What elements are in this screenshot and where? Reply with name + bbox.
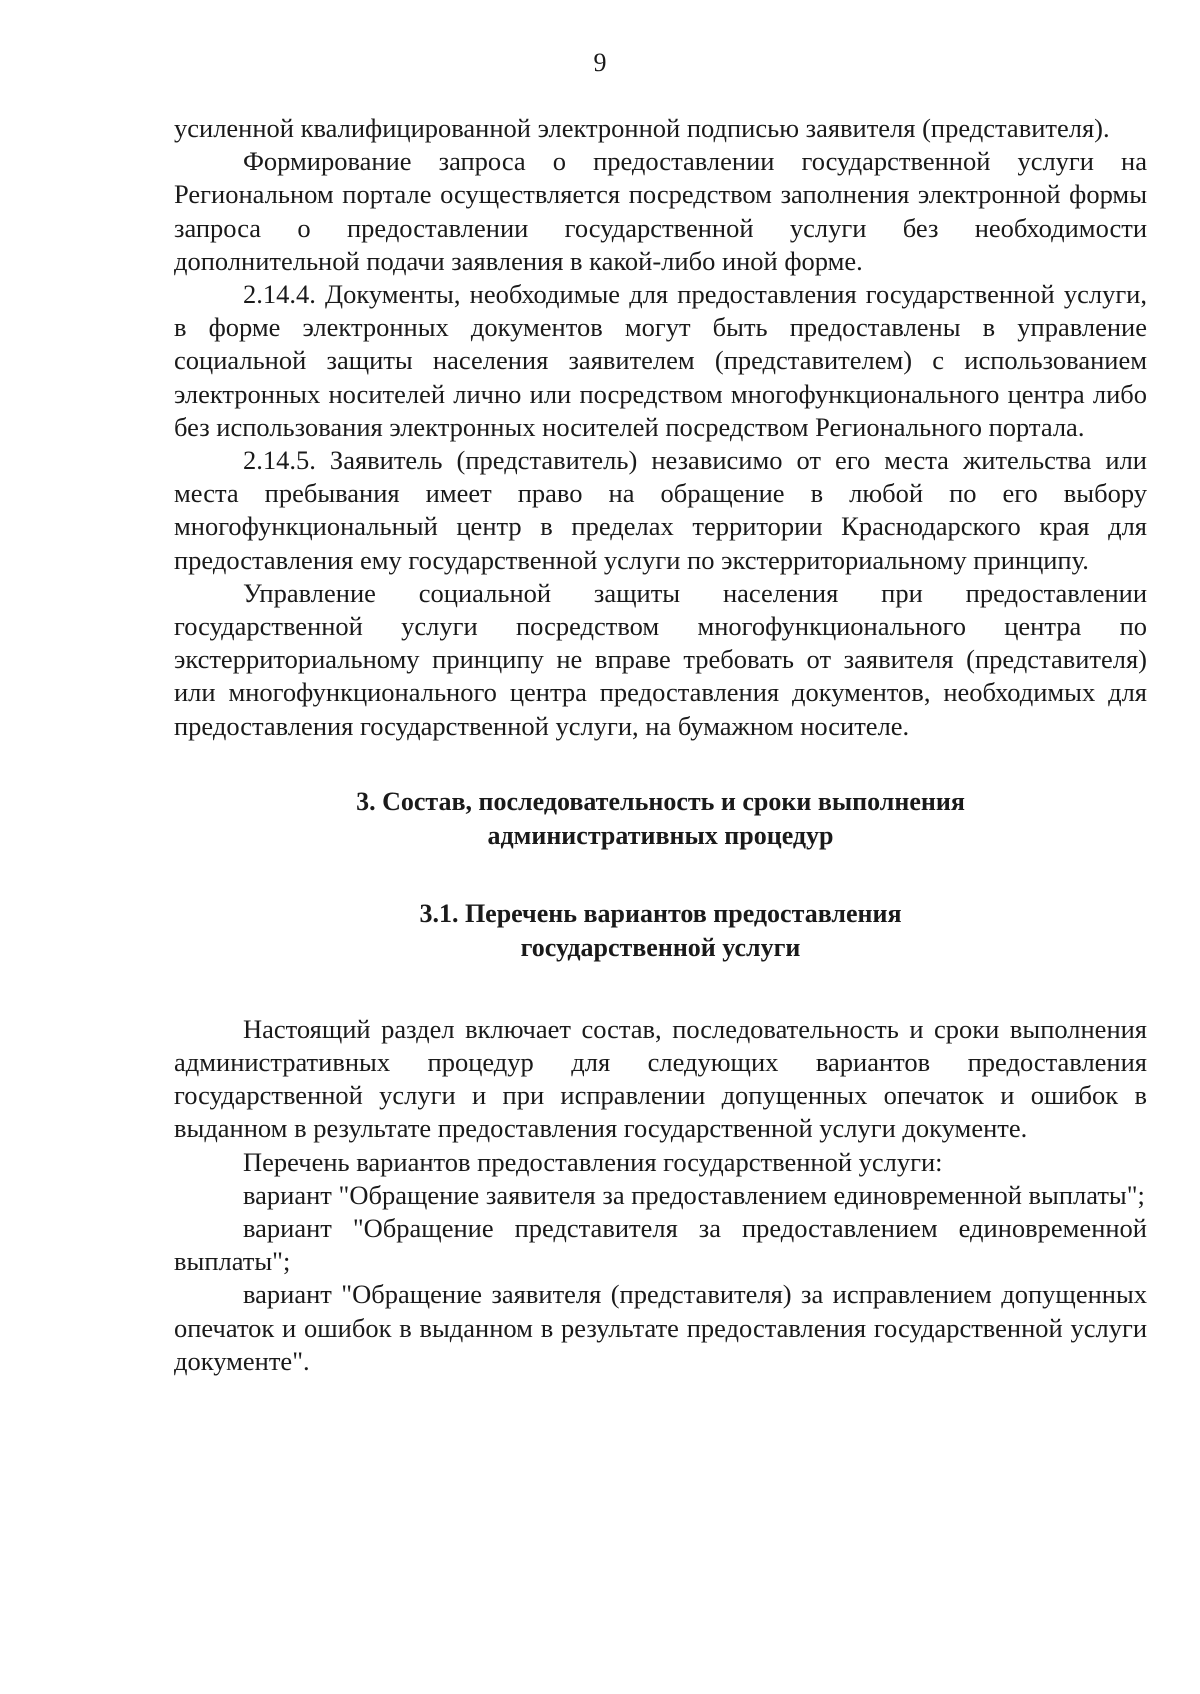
subsection-heading-line2: государственной услуги: [520, 932, 801, 962]
variant-corrections: вариант "Обращение заявителя (представителя) за исправлением допущенных опечаток и ошибок в выданном в результате предоставления государственной услуги документе".: [174, 1279, 1147, 1376]
section-heading: [174, 785, 1147, 853]
paragraph-2-14-4: 2.14.4. Документы, необходимые для предоставления государственной услуги, в форме электронных документов могут быть предоставлены в управление социальной защиты населения заявителем (представителем) с использованием электронных носителей лично или посредством многофункционального центра либо без использования электронных носителей посредством Регионального портала.: [174, 279, 1147, 442]
paragraph-regional-portal: Формирование запроса о предоставлении государственной услуги на Региональном портале осуществляется посредством заполнения электронной формы запроса о предоставлении государственной услуги без необходимости дополнительной подачи заявления в какой-либо иной форме.: [174, 146, 1147, 276]
section-heading-line2: административных процедур: [487, 820, 834, 850]
section-heading-line1: 3. Состав, последовательность и сроки выполнения: [356, 786, 965, 816]
subsection-heading-line1: 3.1. Перечень вариантов предоставления: [419, 898, 902, 928]
page-number: 9: [593, 48, 607, 77]
paragraph-variants-list-intro: Перечень вариантов предоставления государственной услуги:: [243, 1146, 943, 1177]
variant-representative: вариант "Обращение представителя за предоставлением единовременной выплаты";: [174, 1213, 1147, 1277]
document-body: [174, 112, 1147, 1378]
paragraph-section-intro: Настоящий раздел включает состав, последовательность и сроки выполнения административных процедур для следующих вариантов предоставления государственной услуги и при исправлении допущенных опечаток и ошибок в выданном в результате предоставления государственной услуги документе.: [174, 1013, 1147, 1144]
variant-applicant: вариант "Обращение заявителя за предоставлением единовременной выплаты";: [243, 1179, 1145, 1210]
paragraph-extraterritorial: Управление социальной защиты населения при предоставлении государственной услуги посредством многофункционального центра по экстерриториальному принципу не вправе требовать от заявителя (представителя) или многофункционального центра предоставления документов, необходимых для предоставления государственной услуги, на бумажном носителе.: [174, 577, 1147, 741]
paragraph-2-14-5: 2.14.5. Заявитель (представитель) независимо от его места жительства или места пребывания имеет право на обращение в любой по его выбору многофункциональный центр в пределах территории Краснодарского края для предоставления ему государственной услуги по экстерриториальному принципу.: [174, 445, 1147, 575]
paragraph-continuation: усиленной квалифицированной электронной подписью заявителя (представителя).: [174, 113, 1110, 143]
subsection-heading: [174, 897, 1147, 965]
